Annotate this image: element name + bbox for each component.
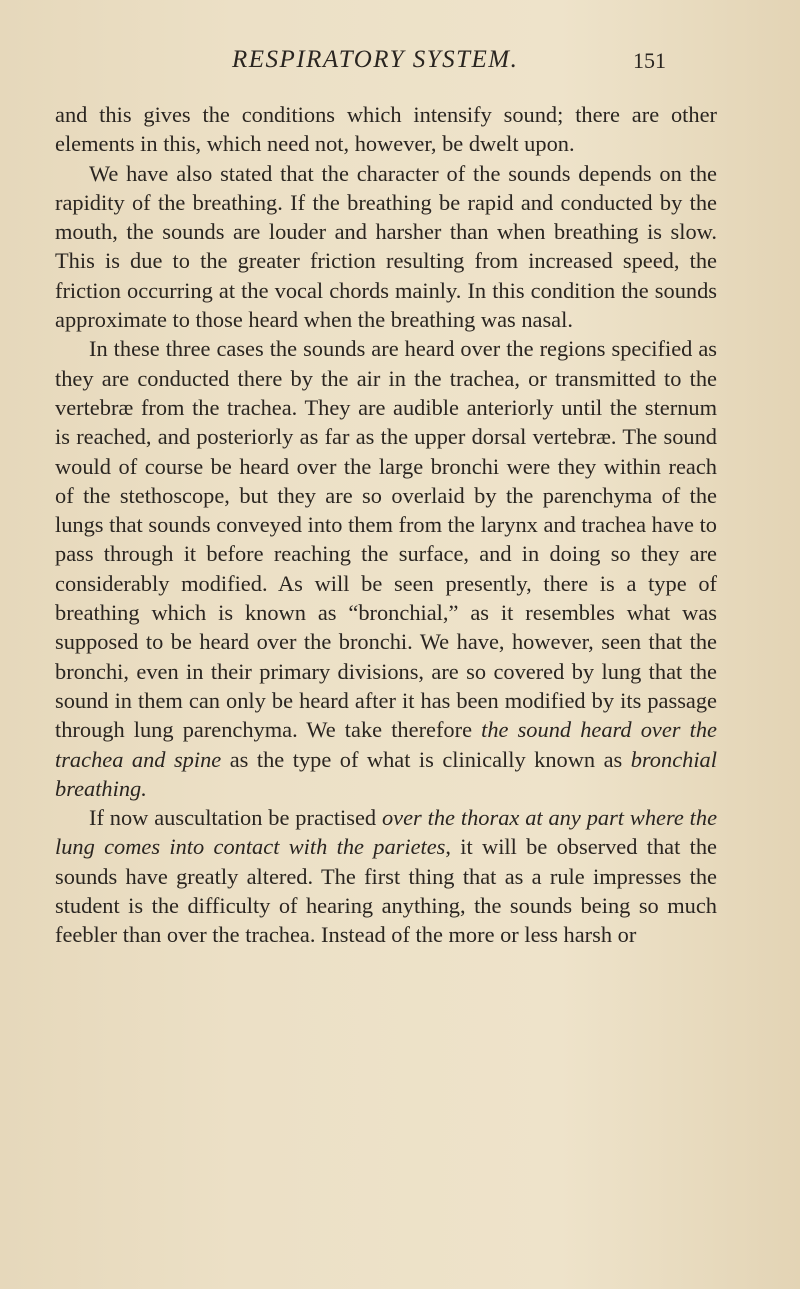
text-run: and this gives the conditions which intensify sound; there are other elements in this, which need not, however, be dwelt upon. xyxy=(55,102,717,157)
paragraph xyxy=(55,803,717,949)
paragraph xyxy=(55,334,717,803)
text-run: , it will be observed that the sounds have greatly altered. The first thing that as a rule impresses the student is the difficulty of hearing anything, the sounds being so much feebler than over the trachea. Instead of the more or less harsh or xyxy=(55,834,717,948)
text-run: If now auscultation be practised xyxy=(89,805,382,831)
paragraph xyxy=(55,159,717,335)
italic-text-run: the sound heard over the trachea and spine xyxy=(55,717,717,772)
italic-text-run: bronchial breathing. xyxy=(55,746,717,801)
text-run: In these three cases the sounds are heard over the regions specified as they are conducted there by the air in the trachea, or transmitted to the vertebræ from the trachea. They are audible anteriorly until the sternum is reached, and posteriorly as far as the upper dorsal vertebræ. The sound would of course be heard over the large bronchi were they within reach of the stethoscope, but they are so overlaid by the parenchyma of the lungs that sounds conveyed into them from the larynx and trachea have to pass through it before reaching the surface, and in doing so they are considerably modified. As will be seen presently, there is a type of breathing which is known as “bronchial,” as it resembles what was supposed to be heard over the bronchi. We have, however, seen that the bronchi, even in their primary divisions, are so covered by lung that the sound in them can only be heard after it has been modified by its passage through lung parenchyma. We take therefore xyxy=(55,336,717,743)
italic-text-run: over the thorax at any part where the lung comes into contact with the parietes xyxy=(55,805,718,860)
paragraph xyxy=(55,100,717,159)
page-header xyxy=(0,46,800,80)
text-run: as the type of what is clinically known as xyxy=(221,746,631,772)
body-text xyxy=(55,100,717,950)
page-number: 151 xyxy=(633,48,666,73)
text-run: We have also stated that the character of the sounds depends on the rapidity of the breathing. If the breathing be rapid and conducted by the mouth, the sounds are louder and harsher than when breathing is slow. This is due to the greater friction resulting from increased speed, the friction occurring at the vocal chords mainly. In this condition the sounds approximate to those heard when the breathing was nasal. xyxy=(55,160,717,333)
running-head: RESPIRATORY SYSTEM. xyxy=(232,46,519,73)
